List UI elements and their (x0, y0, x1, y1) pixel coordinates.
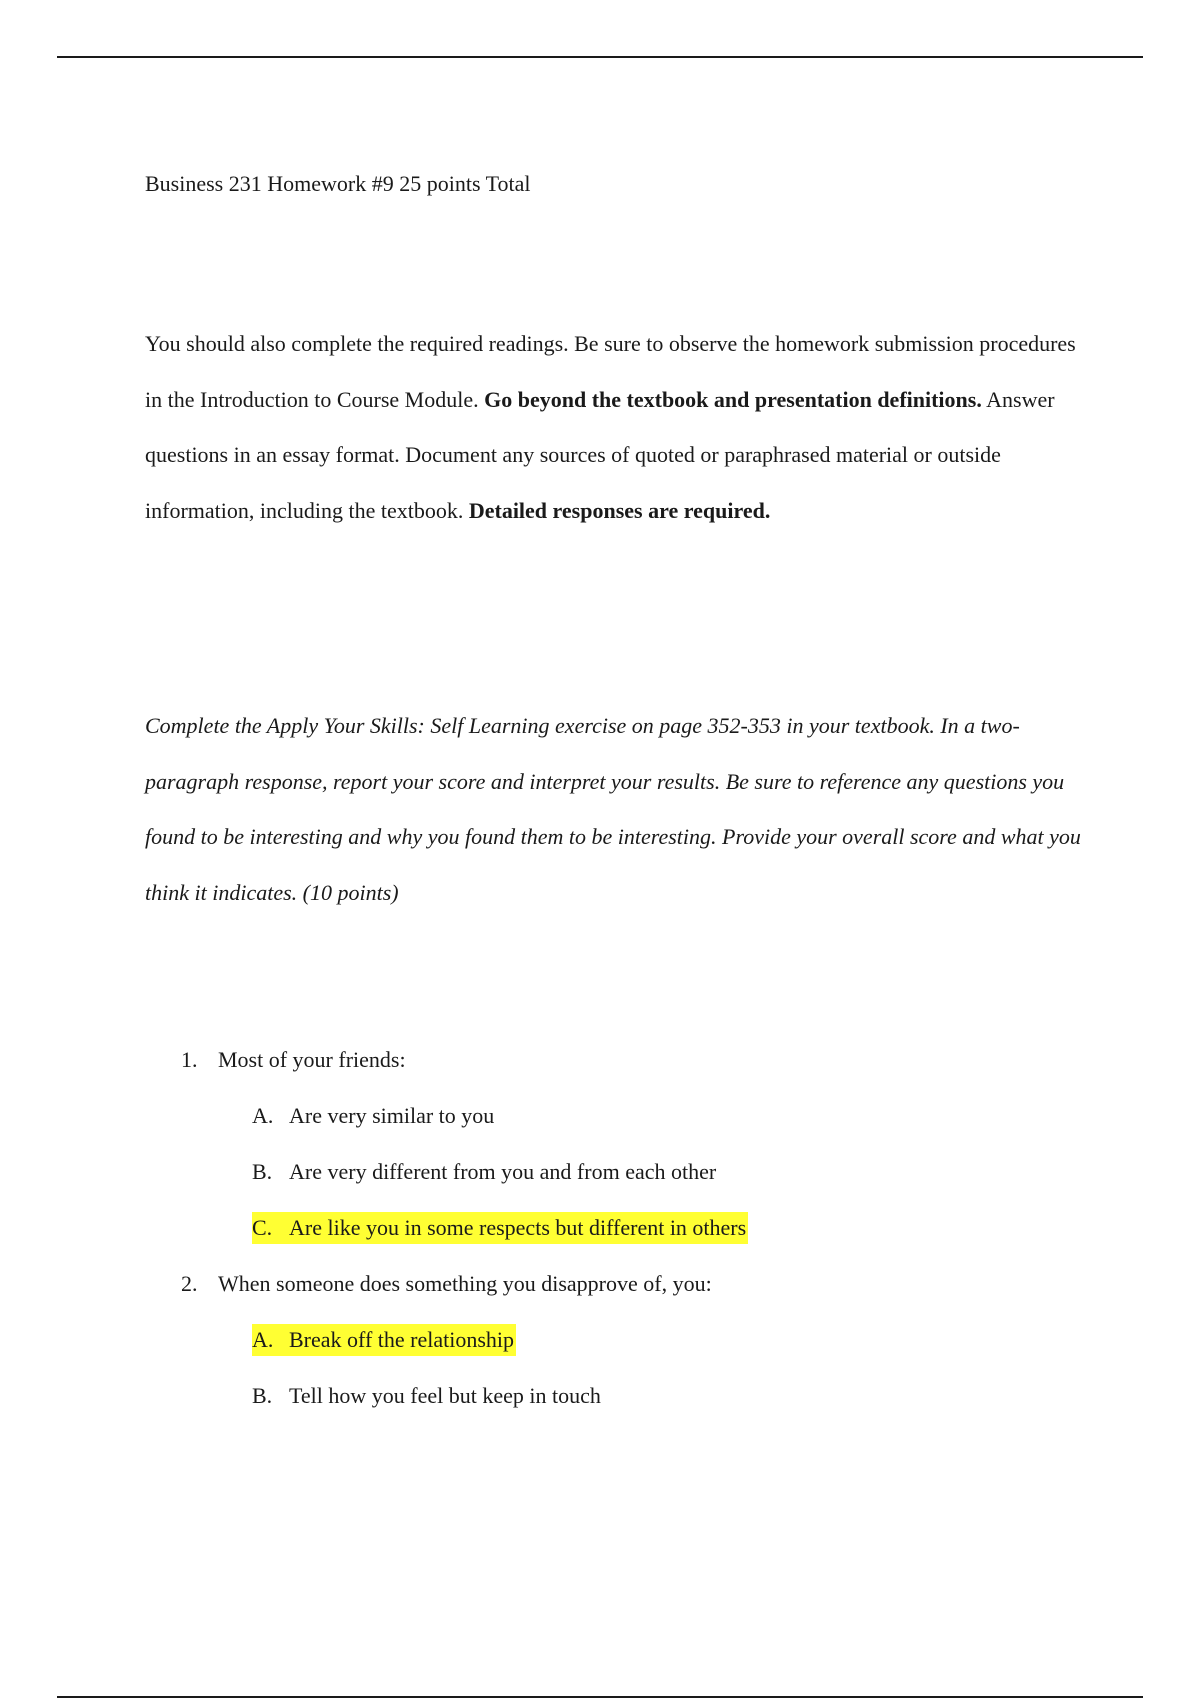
option-text: Break off the relationship (289, 1327, 515, 1352)
option-text: Are like you in some respects but different in others (289, 1215, 747, 1240)
header-rule (57, 56, 1143, 58)
option-text: Are very similar to you (289, 1103, 495, 1128)
instructions-text-1: You should also complete the required readings. Be sure to observe the homework submission procedures in the Introduction to Course Module. (145, 331, 1076, 412)
question-1-option-b (145, 1144, 1080, 1200)
question-text: Most of your friends: (218, 1047, 406, 1072)
option-letter: A. (252, 1103, 274, 1128)
question-number: 2. (181, 1271, 198, 1296)
option-letter: B. (252, 1159, 273, 1184)
footer-rule (57, 1696, 1143, 1698)
instructions-emphasis-1: Go beyond the textbook and presentation definitions. (484, 386, 982, 412)
question-list (145, 1032, 1080, 1424)
instructions-text-2: Answer questions in an essay format. Document any sources of quoted or paraphrased material or outside information, including the textbook. (145, 386, 1055, 523)
option-line (252, 1380, 603, 1412)
instructions-paragraph (145, 316, 1080, 538)
highlighted-option-line (252, 1324, 516, 1356)
question-number: 1. (181, 1047, 198, 1072)
option-letter: B. (252, 1383, 273, 1408)
option-line (252, 1100, 496, 1132)
option-letter: C. (252, 1215, 273, 1240)
question-1-option-a (145, 1088, 1080, 1144)
highlighted-option-line (252, 1212, 748, 1244)
question-2-option-a (145, 1312, 1080, 1368)
question-1 (145, 1032, 1080, 1088)
question-2 (145, 1256, 1080, 1312)
document-title: Business 231 Homework #9 25 points Total (145, 171, 531, 196)
option-line (252, 1156, 718, 1188)
option-text: Are very different from you and from each other (289, 1159, 717, 1184)
question-2-option-b (145, 1368, 1080, 1424)
assignment-prompt: Complete the Apply Your Skills: Self Learning exercise on page 352-353 in your textbook. In a two-paragraph response, report your score and interpret your results. Be sure to reference any questions you found to be interesting and why you found them to be interesting. Provide your overall score and what you think it indicates. (10 points) (145, 713, 1081, 905)
instructions-emphasis-2: Detailed responses are required. (468, 497, 771, 523)
option-text: Tell how you feel but keep in touch (289, 1383, 601, 1408)
question-text: When someone does something you disapprove of, you: (218, 1271, 712, 1296)
question-1-option-c (145, 1200, 1080, 1256)
option-letter: A. (252, 1327, 274, 1352)
